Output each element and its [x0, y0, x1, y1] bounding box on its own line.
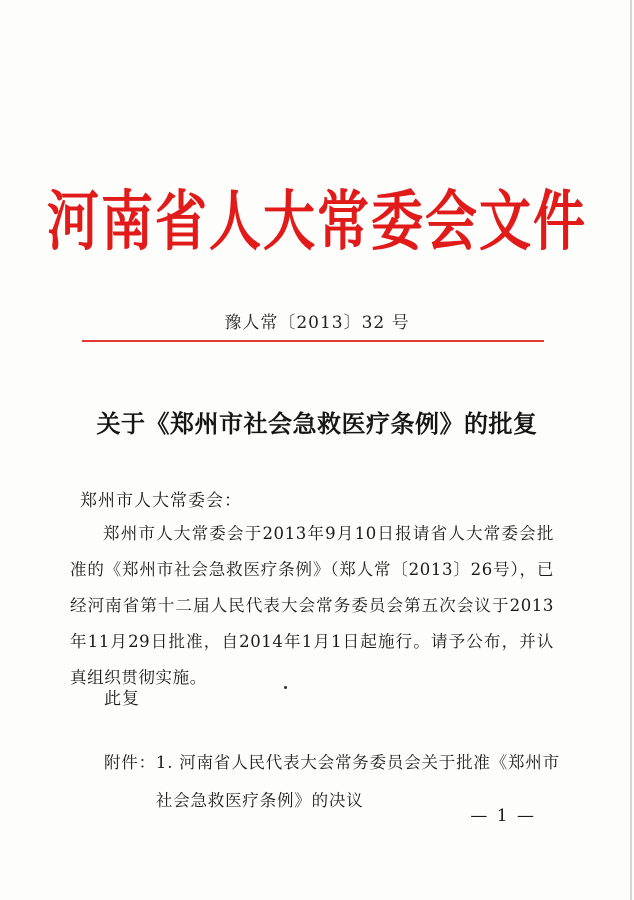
document-header-title: 河南省人大常委会文件 [46, 183, 587, 260]
body-text [70, 516, 554, 696]
attachment-item: 1. 河南省人民代表大会常务委员会关于批准《郑州市社会急救医疗条例》的决议 [155, 753, 560, 810]
attachment-label: 附件： [104, 753, 156, 772]
closing-text: 此复 [104, 689, 140, 709]
page-edge [630, 0, 632, 900]
body-paragraph: 郑州市人大常委会于2013年9月10日报请省人大常委会批准的《郑州市社会急救医疗条例》（郑人常〔2013〕26号），已经河南省第十二届人民代表大会常务委员会第五次会议于2013年11月29日批准，自2014年1月1日起施行。请予公布，并认真组织贯彻实施。 [70, 524, 554, 687]
scan-speck [284, 686, 287, 689]
document-title: 关于《郑州市社会急救医疗条例》的批复 [96, 409, 538, 438]
red-divider-line [82, 340, 544, 342]
page-number: — 1 — [470, 806, 536, 826]
salutation: 郑州市人大常委会： [80, 491, 242, 511]
document-number: 豫人常〔2013〕32 号 [224, 313, 410, 333]
